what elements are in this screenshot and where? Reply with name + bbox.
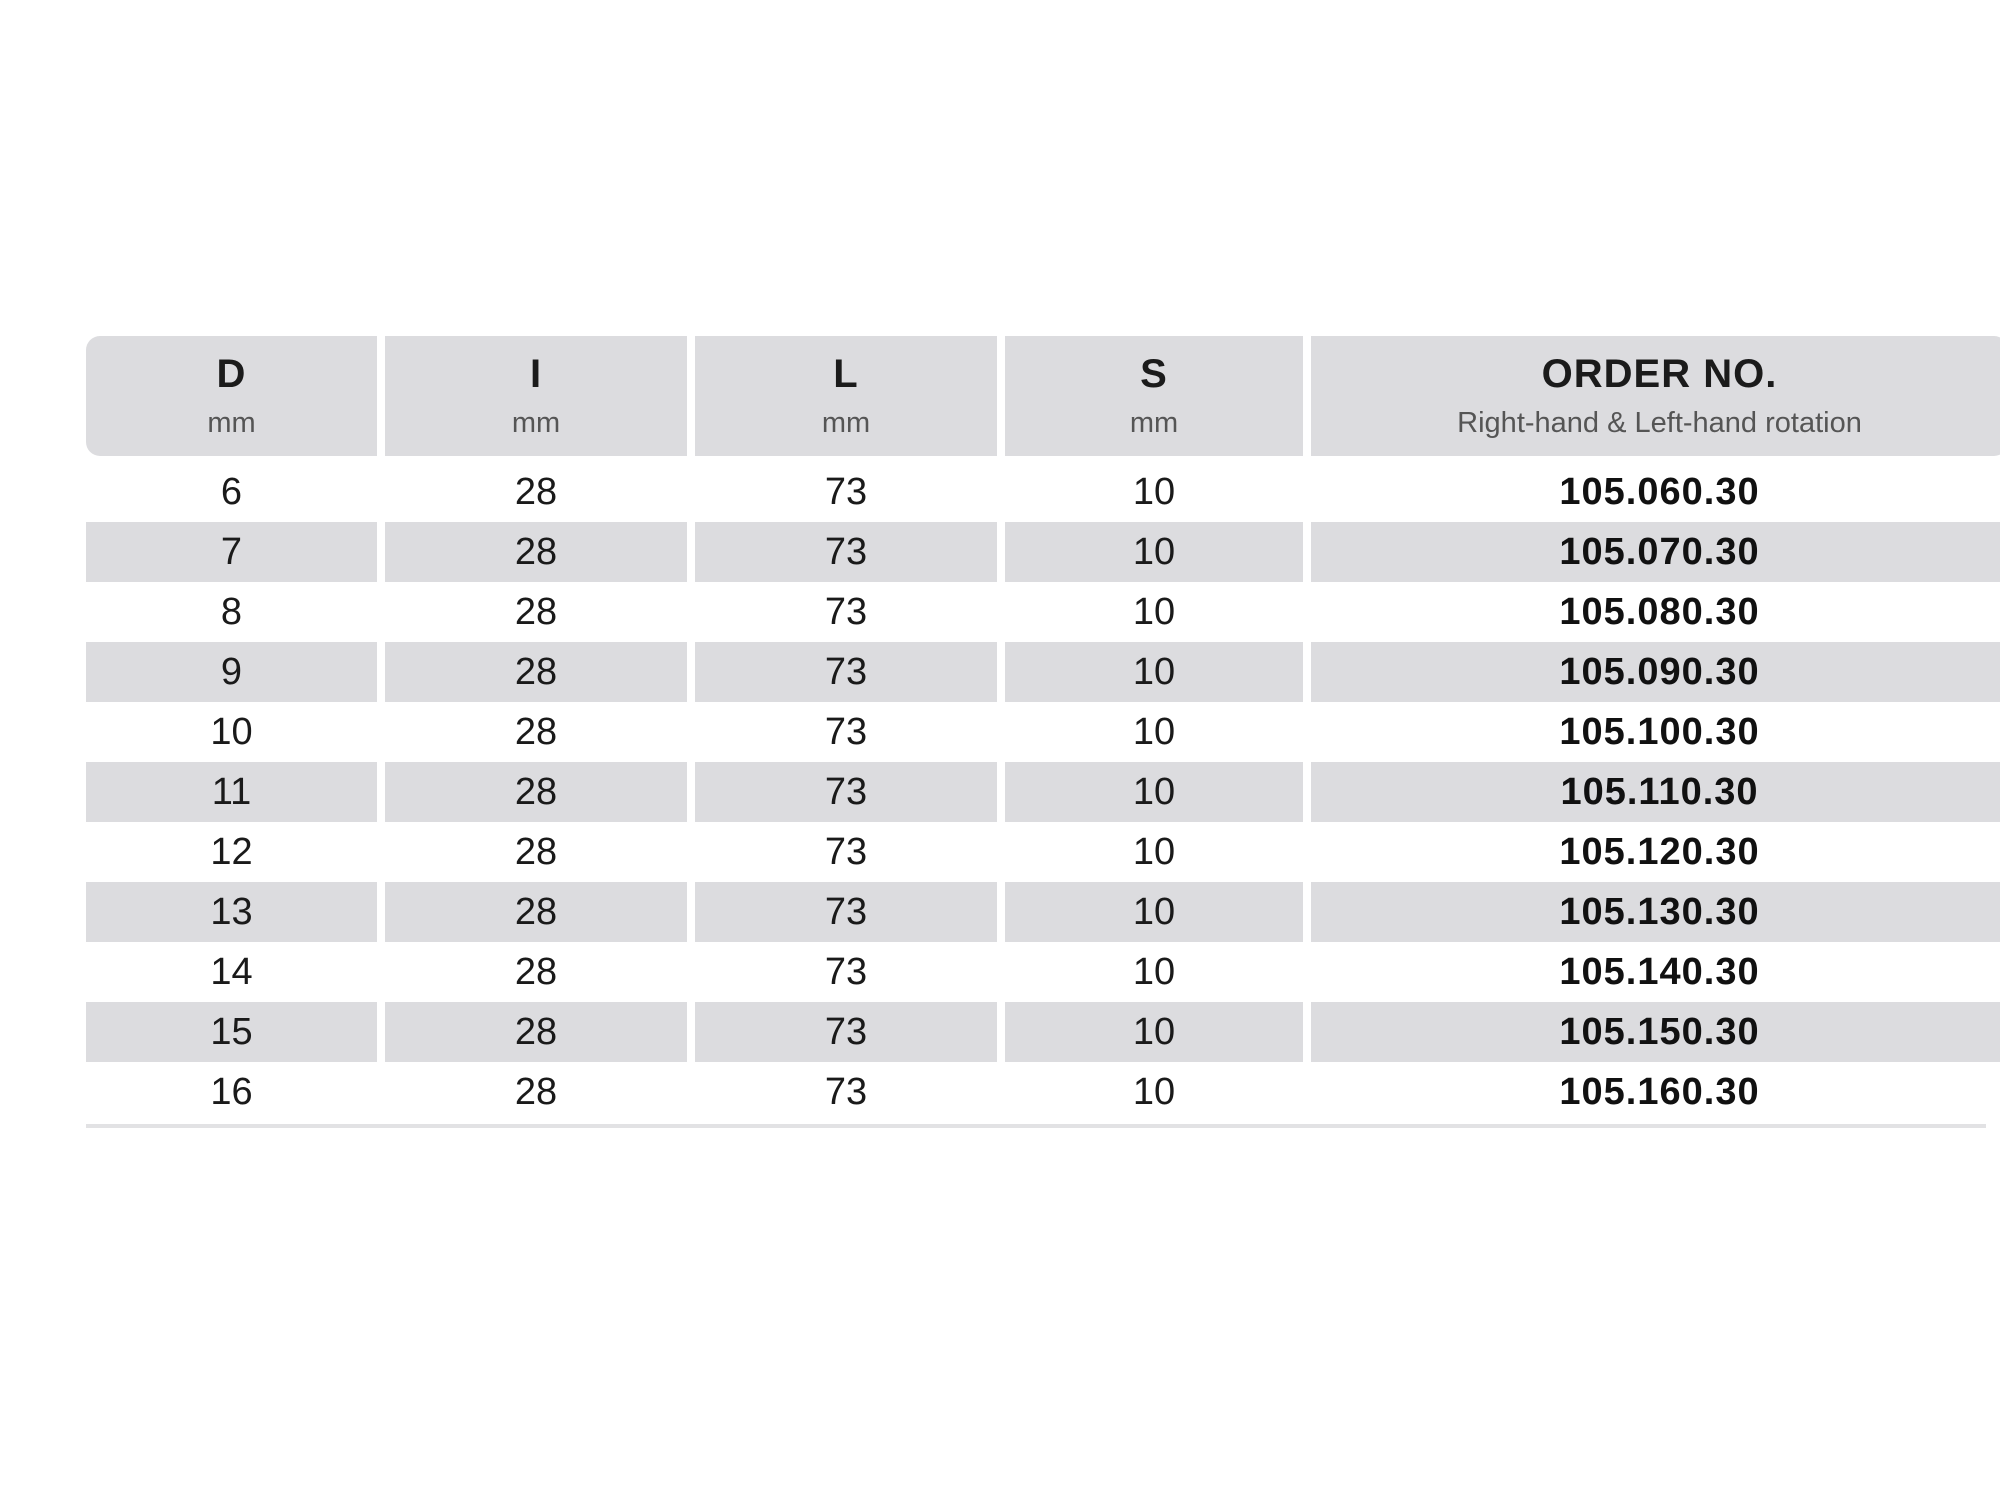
cell-l: 73 (824, 1070, 868, 1113)
cell-s: 10 (1132, 950, 1176, 993)
order-number-cell: 105.150.30 (1311, 1002, 2000, 1062)
cell-s: 10 (1005, 762, 1303, 822)
table-row (86, 462, 1976, 522)
table-header (86, 336, 1976, 456)
cell-d: 12 (210, 830, 253, 873)
cell-l: 73 (824, 470, 868, 513)
column-header-d (86, 336, 377, 456)
cell-s: 10 (1005, 642, 1303, 702)
cell-s: 10 (1132, 590, 1176, 633)
cell-d: 10 (210, 710, 253, 753)
cell-l: 73 (695, 522, 997, 582)
order-number-cell: 105.100.30 (1559, 710, 1760, 753)
order-number-cell: 105.140.30 (1559, 950, 1760, 993)
order-number-cell: 105.070.30 (1311, 522, 2000, 582)
table-body (86, 462, 1976, 1122)
cell-d: 11 (86, 762, 377, 822)
column-unit: mm (511, 407, 561, 439)
order-number-cell: 105.060.30 (1559, 470, 1760, 513)
column-header-i (385, 336, 687, 456)
table-row (86, 642, 1976, 702)
column-header-s (1005, 336, 1303, 456)
cell-i: 28 (514, 950, 558, 993)
cell-s: 10 (1132, 1070, 1176, 1113)
cell-l: 73 (824, 950, 868, 993)
cell-d: 15 (86, 1002, 377, 1062)
cell-s: 10 (1132, 470, 1176, 513)
table-row (86, 1062, 1976, 1122)
cell-s: 10 (1132, 830, 1176, 873)
cell-l: 73 (695, 882, 997, 942)
table-row (86, 762, 1976, 822)
cell-i: 28 (385, 882, 687, 942)
table-row (86, 522, 1976, 582)
column-unit: Right-hand & Left-hand rotation (1457, 407, 1862, 439)
cell-i: 28 (385, 642, 687, 702)
order-number-cell: 105.120.30 (1559, 830, 1760, 873)
cell-i: 28 (514, 830, 558, 873)
cell-l: 73 (695, 1002, 997, 1062)
table-row (86, 1002, 1976, 1062)
column-title: I (529, 352, 543, 396)
column-header-order-no (1311, 336, 2000, 456)
cell-l: 73 (824, 830, 868, 873)
table-bottom-rule (86, 1124, 1986, 1128)
cell-i: 28 (514, 710, 558, 753)
order-number-cell: 105.130.30 (1311, 882, 2000, 942)
order-table (86, 336, 1976, 1128)
column-unit: mm (821, 407, 871, 439)
cell-i: 28 (385, 1002, 687, 1062)
order-number-cell: 105.090.30 (1311, 642, 2000, 702)
cell-d: 9 (86, 642, 377, 702)
cell-d: 14 (210, 950, 253, 993)
column-title: D (216, 352, 247, 396)
table-row (86, 582, 1976, 642)
column-unit: mm (207, 407, 256, 439)
cell-l: 73 (824, 590, 868, 633)
column-title: L (833, 352, 859, 396)
cell-l: 73 (695, 642, 997, 702)
cell-i: 28 (514, 470, 558, 513)
table-row (86, 822, 1976, 882)
cell-i: 28 (514, 590, 558, 633)
order-number-cell: 105.110.30 (1311, 762, 2000, 822)
table-row (86, 882, 1976, 942)
cell-d: 7 (86, 522, 377, 582)
column-title: S (1140, 352, 1168, 396)
order-number-cell: 105.080.30 (1559, 590, 1760, 633)
cell-i: 28 (514, 1070, 558, 1113)
cell-s: 10 (1005, 1002, 1303, 1062)
order-number-cell: 105.160.30 (1559, 1070, 1760, 1113)
cell-i: 28 (385, 522, 687, 582)
column-header-l (695, 336, 997, 456)
cell-d: 16 (210, 1070, 253, 1113)
table-row (86, 702, 1976, 762)
table-row (86, 942, 1976, 1002)
cell-d: 13 (86, 882, 377, 942)
cell-i: 28 (385, 762, 687, 822)
cell-d: 6 (220, 470, 243, 513)
cell-s: 10 (1132, 710, 1176, 753)
cell-l: 73 (695, 762, 997, 822)
column-title: ORDER NO. (1541, 352, 1778, 396)
cell-l: 73 (824, 710, 868, 753)
cell-s: 10 (1005, 522, 1303, 582)
column-unit: mm (1129, 407, 1179, 439)
cell-s: 10 (1005, 882, 1303, 942)
cell-d: 8 (220, 590, 243, 633)
